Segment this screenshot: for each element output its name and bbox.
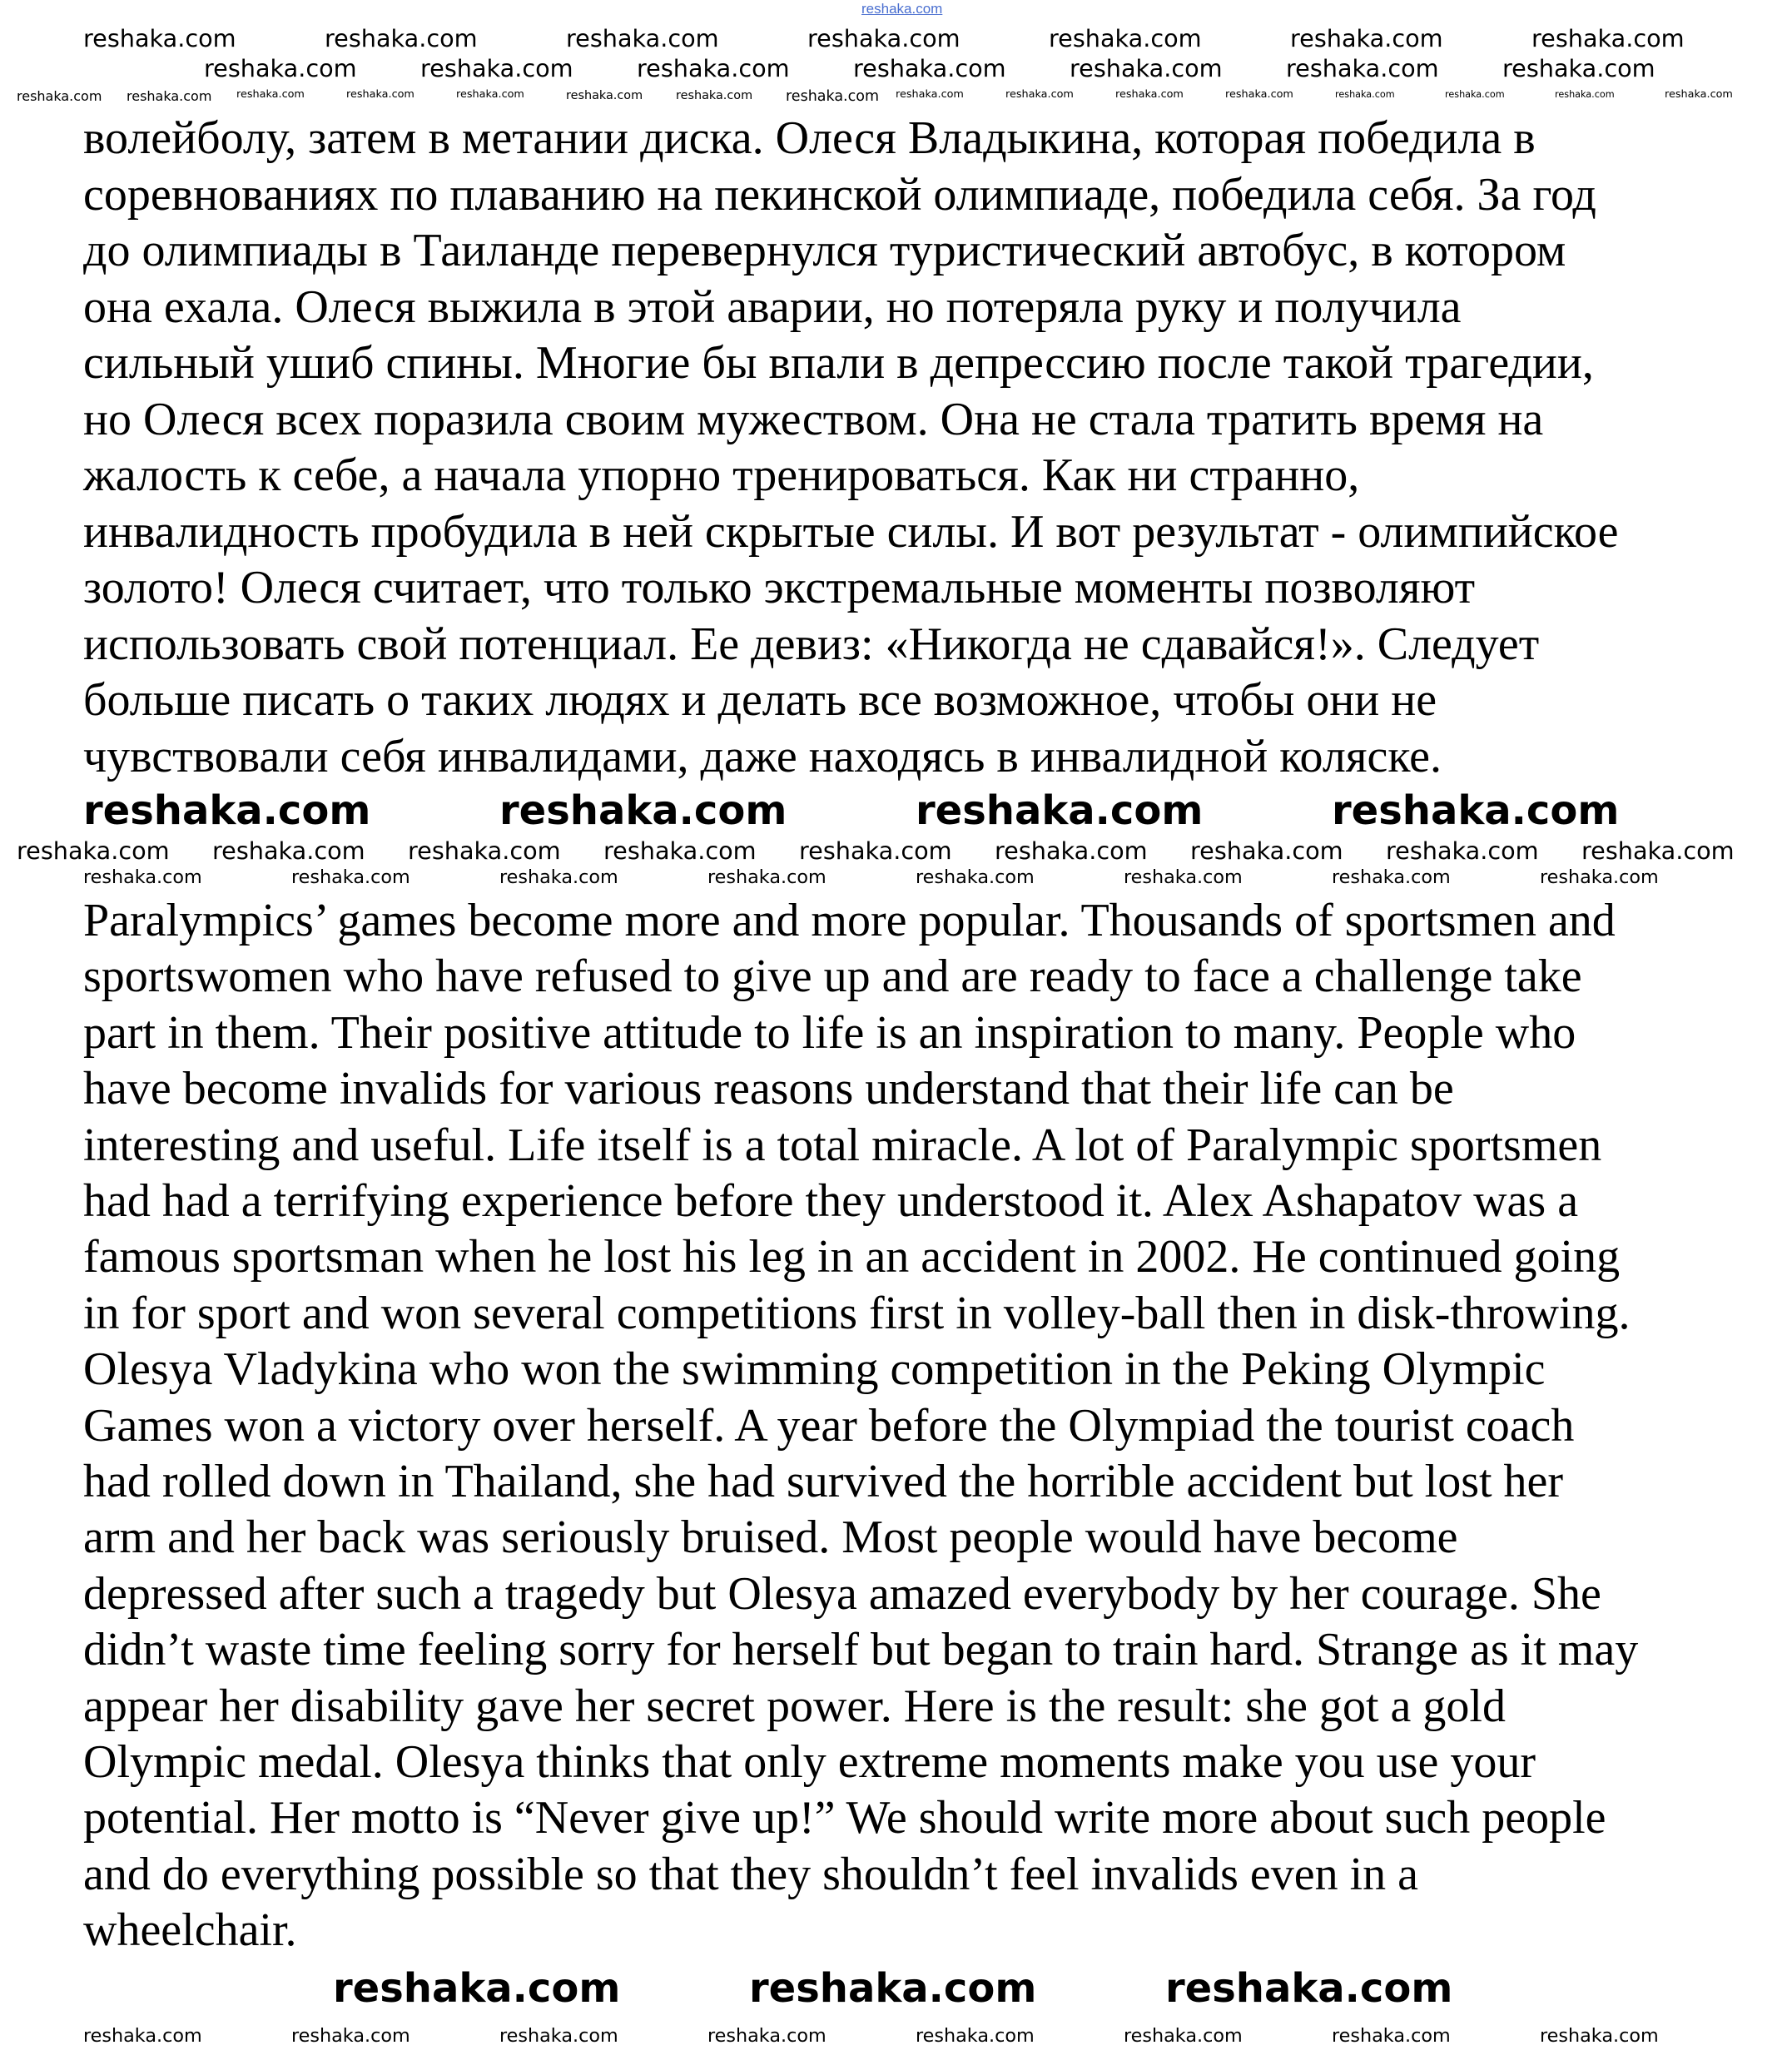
- watermark-text: reshaka.com: [127, 88, 212, 104]
- watermark-text: reshaka.com: [499, 2025, 618, 2047]
- watermark-text: reshaka.com: [333, 1965, 621, 2012]
- russian-text-line: больше писать о таких людях и делать все возможное, чтобы они не: [83, 674, 1437, 726]
- watermark-text: reshaka.com: [291, 866, 410, 888]
- english-text-line: depressed after such a tragedy but Olesya amazed everybody by her courage. She: [83, 1567, 1601, 1620]
- watermark-text: reshaka.com: [325, 24, 478, 52]
- russian-text-line: до олимпиады в Таиланде перевернулся туристический автобус, в котором: [83, 225, 1566, 276]
- watermark-text: reshaka.com: [1332, 866, 1451, 888]
- watermark-text: reshaka.com: [1124, 866, 1243, 888]
- watermark-text: reshaka.com: [749, 1965, 1037, 2012]
- english-text-line: potential. Her motto is “Never give up!” We should write more about such people: [83, 1792, 1606, 1844]
- watermark-text: reshaka.com: [707, 866, 827, 888]
- russian-text-line: инвалидность пробудила в ней скрытые силы. И вот результат - олимпийское: [83, 505, 1619, 558]
- english-text-line: appear her disability gave her secret power. Here is the result: she got a gold: [83, 1680, 1506, 1732]
- watermark-text: reshaka.com: [1555, 89, 1615, 100]
- watermark-text: reshaka.com: [853, 54, 1006, 82]
- english-text-line: had rolled down in Thailand, she had survived the horrible accident but lost her: [83, 1456, 1564, 1507]
- site-link[interactable]: reshaka.com: [861, 1, 943, 17]
- english-text-line: interesting and useful. Life itself is a total miracle. A lot of Paralympic sportsmen: [83, 1119, 1602, 1171]
- russian-text-line: соревнованиях по плаванию на пекинской олимпиаде, победила себя. За год: [83, 168, 1596, 221]
- watermark-text: reshaka.com: [995, 836, 1148, 865]
- watermark-text: reshaka.com: [212, 836, 365, 865]
- watermark-text: reshaka.com: [83, 866, 202, 888]
- watermark-text: reshaka.com: [499, 787, 787, 834]
- watermark-text: reshaka.com: [637, 54, 790, 82]
- watermark-text: reshaka.com: [786, 88, 879, 105]
- watermark-text: reshaka.com: [707, 2025, 827, 2047]
- english-text-line: part in them. Their positive attitude to life is an inspiration to many. People who: [83, 1006, 1576, 1059]
- english-text-line: Games won a victory over herself. A year before the Olympiad the tourist coach: [83, 1399, 1575, 1452]
- watermark-text: reshaka.com: [916, 866, 1035, 888]
- russian-text-line: жалость к себе, а начала упорно тренироваться. Как ни странно,: [83, 449, 1360, 501]
- english-text-line: didn’t waste time feeling sorry for herself but began to train hard. Strange as it may: [83, 1624, 1639, 1676]
- watermark-text: reshaka.com: [566, 24, 719, 52]
- russian-text-line: но Олеся всех поразила своим мужеством. Она не стала тратить время на: [83, 393, 1544, 445]
- watermark-text: reshaka.com: [1225, 88, 1293, 101]
- watermark-text: reshaka.com: [291, 2025, 410, 2047]
- russian-text-line: чувствовали себя инвалидами, даже находясь в инвалидной коляске.: [83, 730, 1442, 782]
- english-text-line: famous sportsman when he lost his leg in an accident in 2002. He continued going: [83, 1231, 1621, 1283]
- watermark-text: reshaka.com: [83, 787, 371, 834]
- watermark-text: reshaka.com: [1290, 24, 1443, 52]
- russian-text-line: волейболу, затем в метании диска. Олеся Владыкина, которая победила в: [83, 112, 1536, 164]
- english-text-line: arm and her back was seriously bruised. Most people would have become: [83, 1512, 1458, 1564]
- russian-text-line: золото! Олеся считает, что только экстремальные моменты позволяют: [83, 562, 1476, 613]
- watermark-text: reshaka.com: [799, 836, 952, 865]
- russian-text-line: сильный ушиб спины. Многие бы впали в депрессию после такой трагедии,: [83, 337, 1594, 389]
- watermark-text: reshaka.com: [204, 54, 357, 82]
- watermark-text: reshaka.com: [1540, 2025, 1659, 2047]
- watermark-text: reshaka.com: [1070, 54, 1223, 82]
- watermark-text: reshaka.com: [83, 24, 236, 52]
- russian-text-line: использовать свой потенциал. Ее девиз: «Никогда не сдавайся!». Следует: [83, 618, 1540, 670]
- watermark-text: reshaka.com: [1332, 787, 1620, 834]
- watermark-text: reshaka.com: [408, 836, 561, 865]
- watermark-text: reshaka.com: [1581, 836, 1735, 865]
- watermark-text: reshaka.com: [676, 89, 753, 102]
- watermark-text: reshaka.com: [1502, 54, 1655, 82]
- english-text-line: Paralympics’ games become more and more popular. Thousands of sportsmen and: [83, 895, 1616, 946]
- watermark-text: reshaka.com: [1332, 2025, 1451, 2047]
- watermark-text: reshaka.com: [346, 88, 414, 101]
- watermark-text: reshaka.com: [83, 2025, 202, 2047]
- watermark-text: reshaka.com: [1286, 54, 1439, 82]
- watermark-text: reshaka.com: [1165, 1965, 1453, 2012]
- watermark-text: reshaka.com: [1049, 24, 1202, 52]
- watermark-text: reshaka.com: [896, 88, 964, 101]
- watermark-text: reshaka.com: [1335, 89, 1395, 100]
- watermark-text: reshaka.com: [807, 24, 961, 52]
- watermark-text: reshaka.com: [1190, 836, 1343, 865]
- watermark-text: reshaka.com: [916, 2025, 1035, 2047]
- watermark-text: reshaka.com: [1005, 88, 1074, 101]
- english-text-line: Olympic medal. Olesya thinks that only extreme moments make you use your: [83, 1736, 1536, 1788]
- english-text-line: wheelchair.: [83, 1904, 297, 1957]
- english-text-line: and do everything possible so that they shouldn’t feel invalids even in a: [83, 1848, 1418, 1900]
- watermark-text: reshaka.com: [1445, 89, 1505, 100]
- english-text-line: Olesya Vladykina who won the swimming competition in the Peking Olympic: [83, 1343, 1546, 1396]
- watermark-text: reshaka.com: [1665, 88, 1733, 101]
- watermark-text: reshaka.com: [566, 89, 643, 102]
- watermark-text: reshaka.com: [1115, 88, 1184, 101]
- english-text-line: had had a terrifying experience before they understood it. Alex Ashapatov was a: [83, 1175, 1579, 1227]
- watermark-text: reshaka.com: [17, 836, 170, 865]
- watermark-text: reshaka.com: [456, 88, 524, 101]
- watermark-text: reshaka.com: [499, 866, 618, 888]
- watermark-text: reshaka.com: [1124, 2025, 1243, 2047]
- watermark-text: reshaka.com: [1531, 24, 1685, 52]
- english-text-line: in for sport and won several competitions first in volley-ball then in disk-throwing.: [83, 1287, 1631, 1339]
- watermark-text: reshaka.com: [1386, 836, 1539, 865]
- watermark-text: reshaka.com: [1540, 866, 1659, 888]
- russian-text-line: она ехала. Олеся выжила в этой аварии, но потеряла руку и получила: [83, 280, 1462, 333]
- english-text-line: have become invalids for various reasons understand that their life can be: [83, 1063, 1454, 1115]
- english-text-line: sportswomen who have refused to give up and are ready to face a challenge take: [83, 951, 1582, 1003]
- watermark-text: reshaka.com: [17, 88, 102, 104]
- watermark-text: reshaka.com: [236, 88, 305, 101]
- watermark-text: reshaka.com: [603, 836, 757, 865]
- watermark-text: reshaka.com: [420, 54, 573, 82]
- watermark-text: reshaka.com: [916, 787, 1204, 834]
